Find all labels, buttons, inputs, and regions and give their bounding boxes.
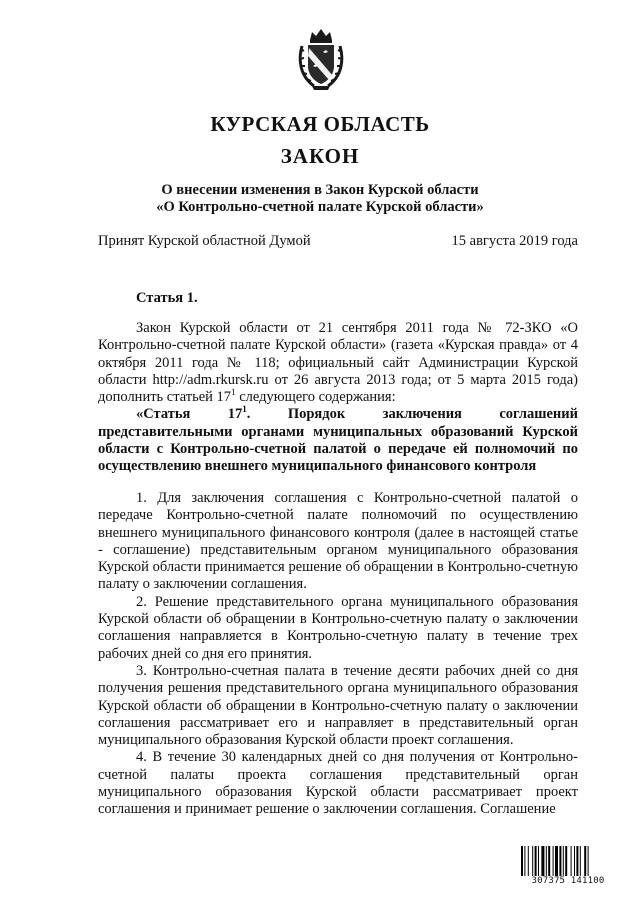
clause-1: 1. Для заключения соглашения с Контрольно-счетной палатой о передаче Контрольно-счетной палате полномочий по осуществлению внешнего муниципального финансового контроля (далее в настоящей статье - соглашение) представительным органом муниципального образования Курской области принимается решение об обращении в Контрольно-счетную палату о заключении соглашения. bbox=[98, 490, 578, 593]
article-body bbox=[98, 320, 578, 476]
new-article-title: . Порядок заключения соглашений представительными органами муниципальных образований Курской области с Контрольно-счетной палатой о передаче ей полномочий по осуществлению внешнего муниципального финансового контроля bbox=[98, 406, 578, 475]
coat-of-arms-icon bbox=[296, 26, 346, 92]
clause-3: 3. Контрольно-счетная палата в течение десяти рабочих дней со дня получения решения представительного органа муниципального образования Курской области об обращении в Контрольно-счетную палату о заключении соглашения рассматривает его и направляет в представительный орган муниципального образования Курской области проект соглашения. bbox=[98, 662, 578, 749]
adoption-date: 15 августа 2019 года bbox=[451, 233, 578, 249]
article-heading: Статья 1. bbox=[136, 290, 198, 306]
article-clauses bbox=[98, 490, 578, 819]
article-intro-tail: следующего содержания: bbox=[235, 389, 396, 406]
document-type-heading: ЗАКОН bbox=[280, 144, 360, 168]
law-title bbox=[100, 182, 540, 216]
barcode-bars-icon bbox=[520, 846, 616, 876]
law-title-line-2: «О Контрольно-счетной палате Курской области» bbox=[156, 199, 484, 215]
region-heading: КУРСКАЯ ОБЛАСТЬ bbox=[210, 112, 430, 136]
new-article-prefix: «Статья 17 bbox=[136, 406, 243, 423]
clause-4: 4. В течение 30 календарных дней со дня получения от Контрольно-счетной палаты проекта соглашения представительный орган муниципального образования Курской области рассматривает проект соглашения и принимает решение о заключении соглашения. Соглашение bbox=[98, 749, 578, 818]
article-intro-text: Закон Курской области от 21 сентября 2011 года № 72-ЗКО «О Контрольно-счетной палате Курской области» (газета «Курская правда» от 4 октября 2011 года № 118; официальный сайт Администрации Курской области http://adm.rkursk.ru от 26 августа 2013 года; от 5 марта 2015 года) дополнить статьей 17 bbox=[98, 320, 578, 406]
adopted-by-text: Принят Курской областной Думой bbox=[98, 233, 311, 249]
clause-2: 2. Решение представительного органа муниципального образования Курской области об обращении в Контрольно-счетную палату о заключении соглашения направляется в Контрольно-счетную палату в течение трех рабочих дней со дня его принятия. bbox=[98, 593, 578, 662]
barcode-number: 307375 141100 bbox=[531, 876, 605, 886]
barcode bbox=[520, 846, 616, 888]
article-intro-superscript: 1 bbox=[231, 387, 236, 398]
law-title-line-1: О внесении изменения в Закон Курской области bbox=[161, 182, 479, 198]
new-article-superscript: 1 bbox=[242, 404, 247, 415]
article-intro-paragraph bbox=[98, 320, 578, 406]
new-article-heading bbox=[98, 406, 578, 475]
